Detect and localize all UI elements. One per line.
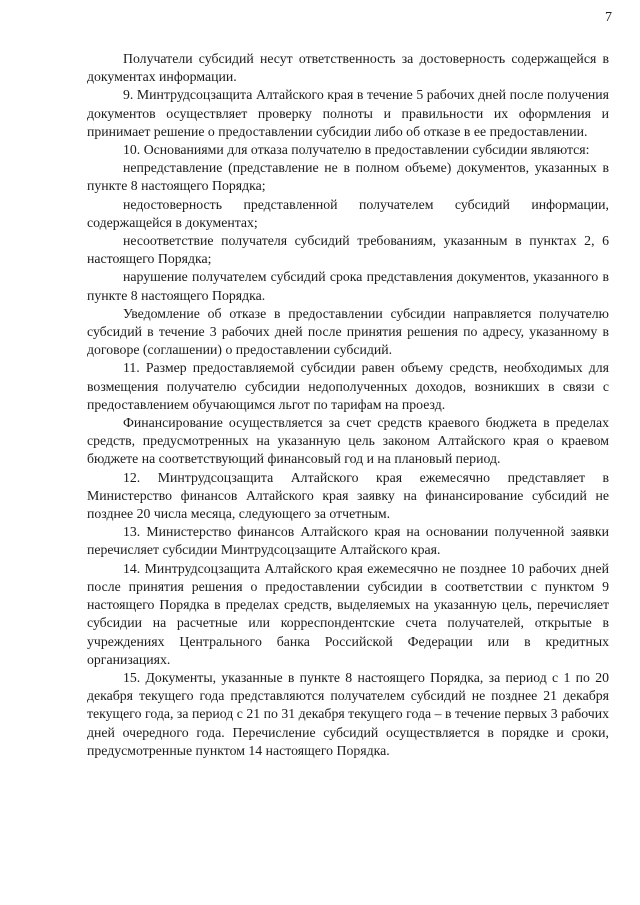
refusal-reason-4: нарушение получателем субсидий срока представления документов, указанного в пункте 8 настоящего Порядка. [87, 269, 609, 303]
paragraph-financing: Финансирование осуществляется за счет средств краевого бюджета в пределах средств, предусмотренных на указанную цель законом Алтайского края о краевом бюджете на соответствующий финансовый год и на плановый период. [87, 415, 609, 467]
paragraph-14: 14. Минтрудсоцзащита Алтайского края ежемесячно не позднее 10 рабочих дней после принятия решения о предоставлении субсидии в соответствии с пунктом 9 настоящего Порядка в пределах средств, выделяемых на указанную цель, перечисляет субсидии на расчетные или корреспондентские счета получателей, открытые в учреждениях Центрального банка Российской Федерации или в кредитных организациях. [87, 560, 609, 667]
paragraph-responsibility: Получатели субсидий несут ответственность за достоверность содержащейся в документах информации. [87, 51, 609, 85]
paragraph-15: 15. Документы, указанные в пункте 8 настоящего Порядка, за период с 1 по 20 декабря текущего года представляются получателем субсидий не позднее 21 декабря текущего года, за период с 21 по 31 декабря текущего года – в течение первых 3 рабочих дней очередного года. Перечисление субсидий осуществляется в порядке и сроки, предусмотренные пунктом 14 настоящего Порядка. [87, 669, 609, 758]
paragraph-9: 9. Минтрудсоцзащита Алтайского края в течение 5 рабочих дней после получения документов осуществляет проверку полноты и правильности их оформления и принимает решение о предоставлении субсидии либо об отказе в ее предоставлении. [87, 87, 609, 139]
refusal-reason-3: несоответствие получателя субсидий требованиям, указанным в пунктах 2, 6 настоящего Порядка; [87, 233, 609, 267]
refusal-reason-2: недостоверность представленной получателем субсидий информации, содержащейся в документах; [87, 196, 609, 230]
document-body [87, 50, 609, 760]
paragraph-12: 12. Минтрудсоцзащита Алтайского края ежемесячно представляет в Министерство финансов Алтайского края заявку на финансирование субсидий не позднее 20 числа месяца, следующего за отчетным. [87, 469, 609, 522]
paragraph-refusal-notice: Уведомление об отказе в предоставлении субсидии направляется получателю субсидий в течение 3 рабочих дней после принятия решения по адресу, указанному в договоре (соглашении) о предоставлении субсидий. [87, 305, 609, 358]
paragraph-13: 13. Министерство финансов Алтайского края на основании полученной заявки перечисляет субсидии Минтрудсоцзащите Алтайского края. [87, 524, 609, 558]
paragraph-10: 10. Основаниями для отказа получателю в предоставлении субсидии являются: [123, 142, 590, 158]
page-number: 7 [605, 10, 612, 25]
refusal-reason-1: непредставление (представление не в полном объеме) документов, указанных в пункте 8 настоящего Порядка; [87, 160, 609, 194]
paragraph-11: 11. Размер предоставляемой субсидии равен объему средств, необходимых для возмещения получателю субсидии недополученных доходов, возникших в связи с предоставлением обучающимся льгот по тарифам на проезд. [87, 360, 609, 412]
